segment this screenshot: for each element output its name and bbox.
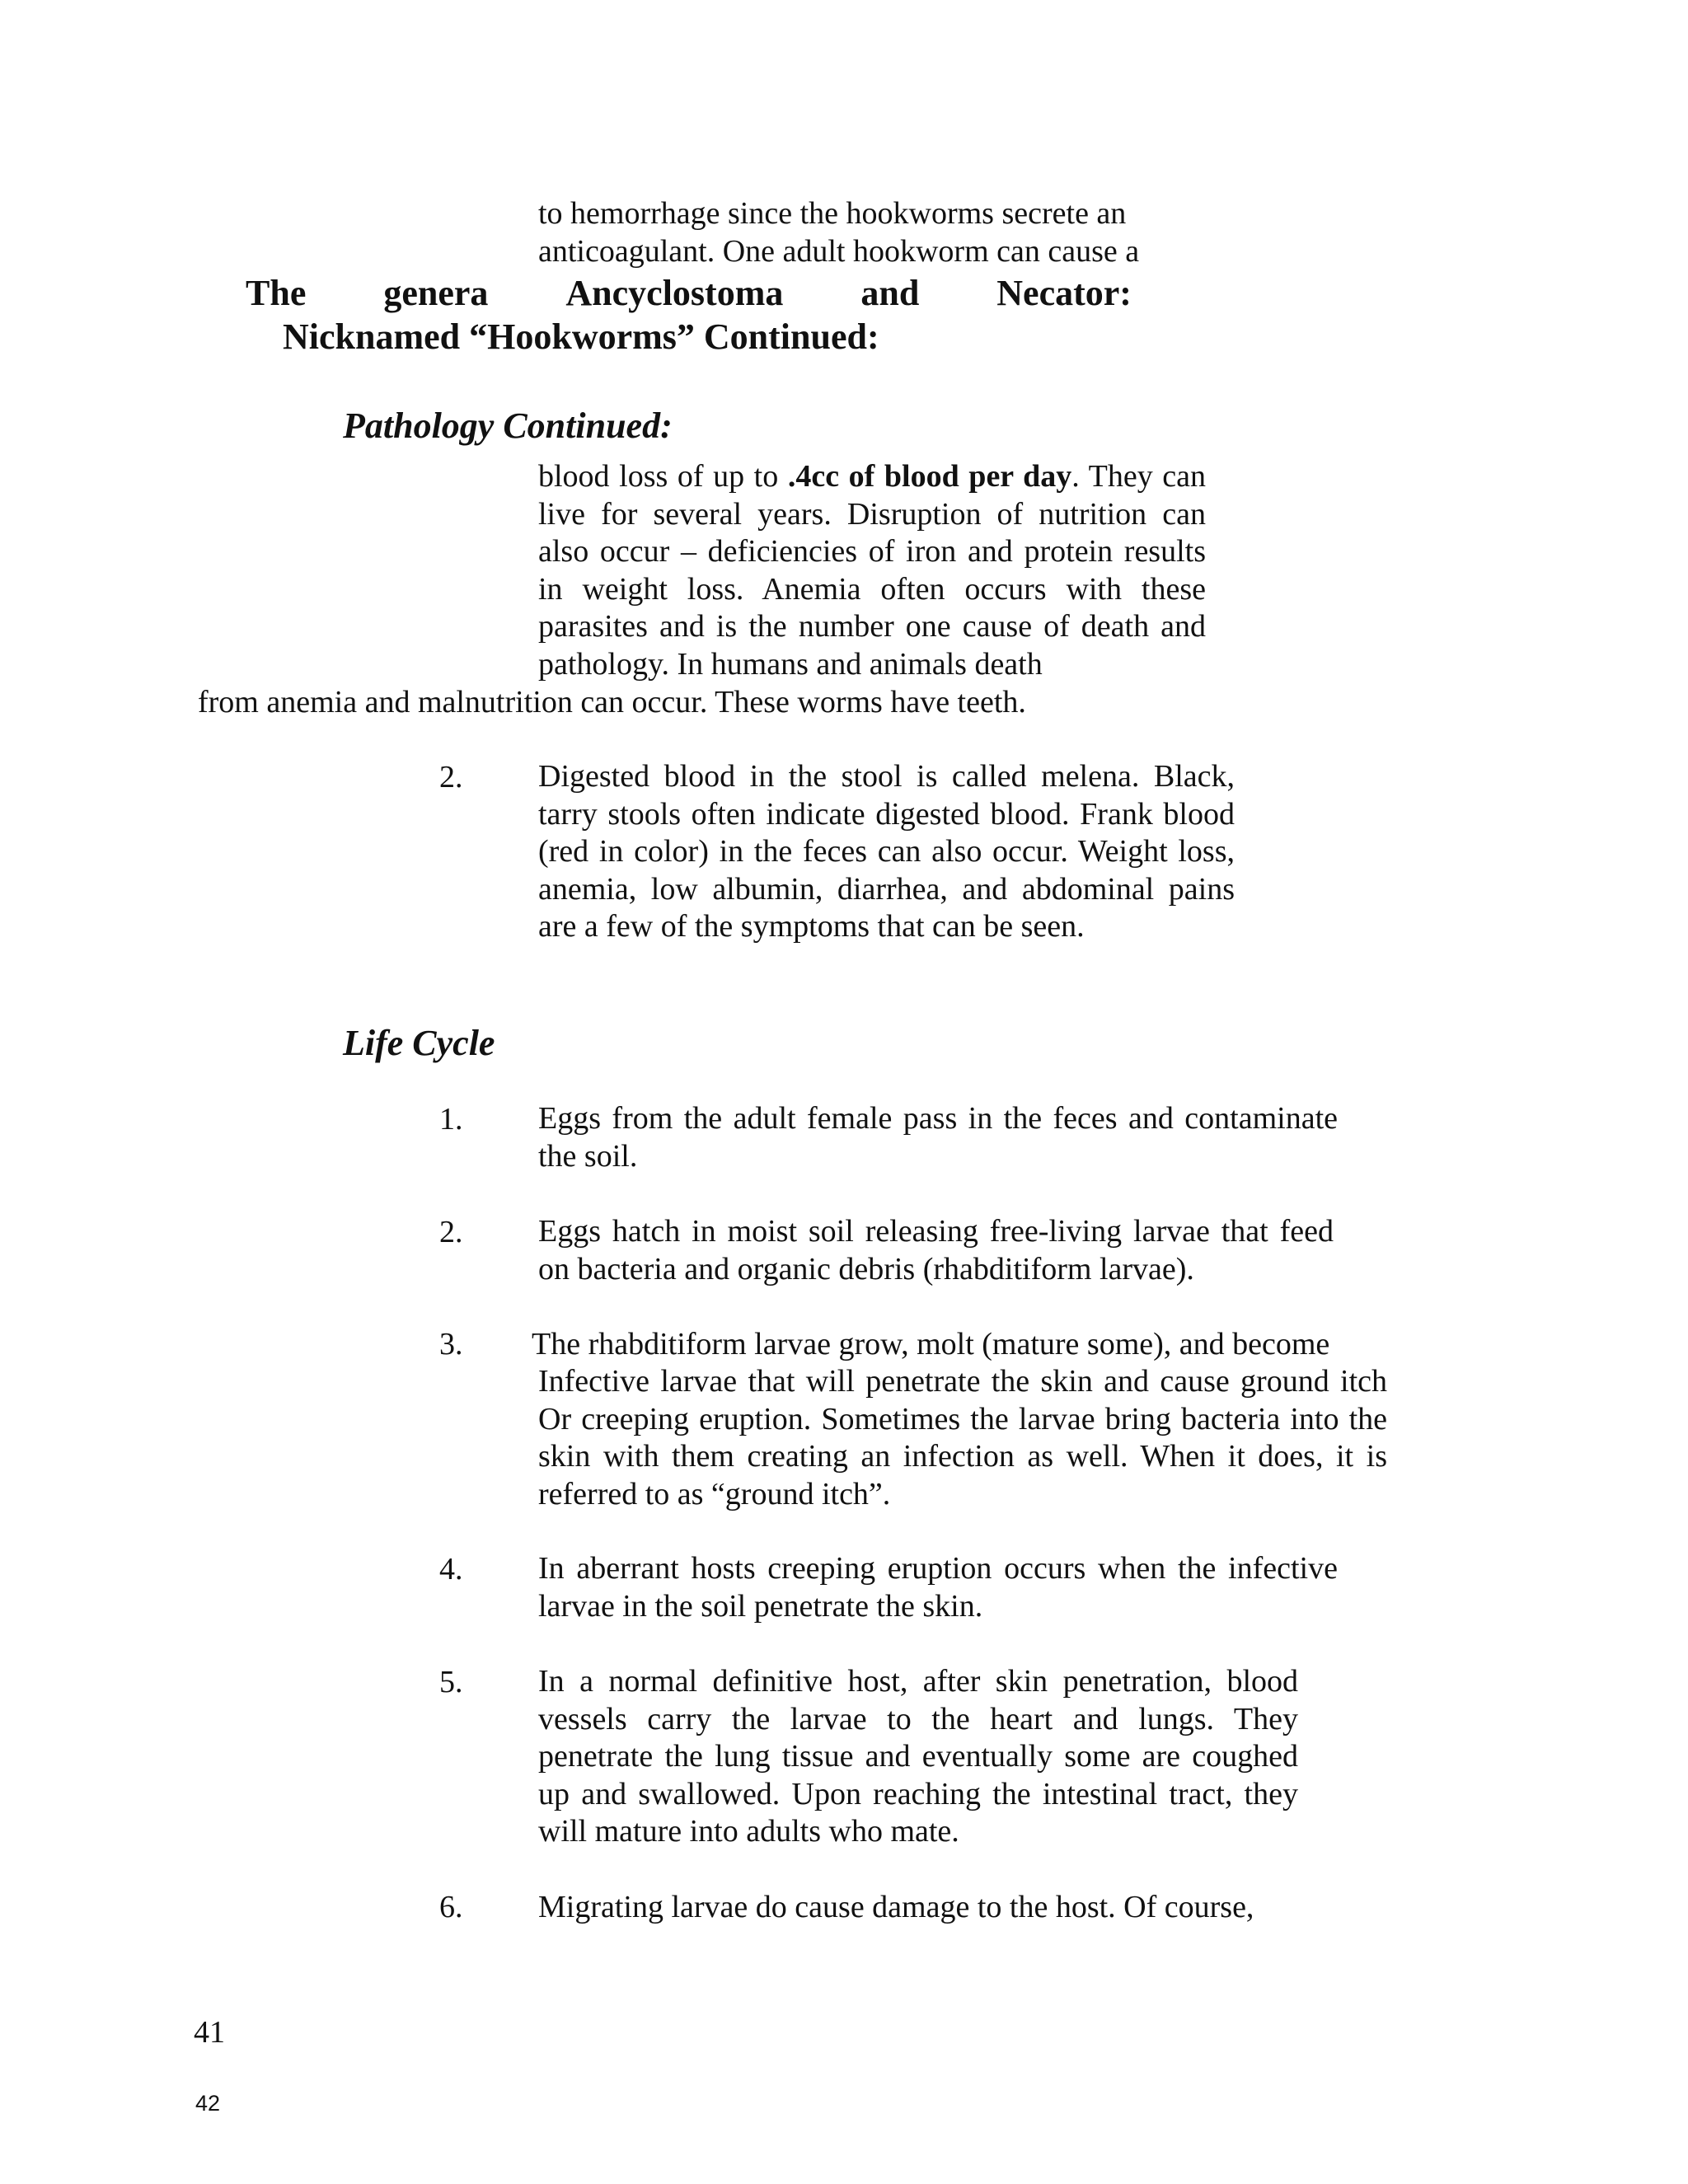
section-heading-line-2: Nicknamed “Hookworms” Continued: — [283, 316, 879, 357]
life-cycle-item-4-number: 4. — [439, 1552, 463, 1586]
section-heading-line-1 — [246, 271, 1132, 316]
life-cycle-item-3-first-line: The rhabditiform larvae grow, molt (mature some), and become — [532, 1327, 1330, 1361]
life-cycle-item-3-number: 3. — [439, 1327, 463, 1361]
continuation-line-1: to hemorrhage since the hookworms secrete an — [538, 196, 1127, 231]
life-cycle-item-6-number: 6. — [439, 1890, 463, 1924]
life-cycle-item-5-number: 5. — [439, 1665, 463, 1699]
life-cycle-subheading: Life Cycle — [343, 1023, 495, 1063]
heading-word-ancyclostoma: Ancyclostoma — [565, 273, 784, 313]
continuation-line-2: anticoagulant. One adult hookworm can cause a — [538, 234, 1140, 269]
life-cycle-item-1-number: 1. — [439, 1102, 463, 1137]
pathology-para-rest: . They can live for several years. Disruption of nutrition can also occur – deficiencies of iron and protein results in weight loss. Anemia often occurs with these parasites and is the number one cause of death and pathology. In humans and animals death — [538, 459, 1207, 682]
heading-word-genera: genera — [383, 273, 489, 313]
pathology-para-start: blood loss of up to — [538, 459, 788, 494]
page-number-secondary: 42 — [195, 2091, 221, 2116]
life-cycle-item-3-text: Infective larvae that will penetrate the skin and cause ground itch Or creeping eruption. Sometimes the larvae bring bacteria into the skin with them creating an infection as well. When it does, it is referred to as “ground itch”. — [538, 1364, 1387, 1511]
heading-word-the: The — [246, 273, 307, 313]
life-cycle-item-2-number: 2. — [439, 1215, 463, 1249]
heading-word-necator: Necator: — [996, 273, 1132, 313]
pathology-paragraph-tail: from anemia and malnutrition can occur. These worms have teeth. — [198, 685, 1026, 719]
pathology-item-2-text: Digested blood in the stool is called melena. Black, tarry stools often indicate digested blood. Frank blood (red in color) in the feces can also occur. Weight loss, anemia, low albumin, diarrhea, and abdominal pains are a few of the symptoms that can be seen. — [538, 759, 1235, 944]
heading-word-and: and — [860, 273, 920, 313]
page-number-primary: 41 — [194, 2015, 225, 2050]
life-cycle-item-2-text: Eggs hatch in moist soil releasing free-living larvae that feed on bacteria and organic debris (rhabditiform larvae). — [538, 1214, 1334, 1286]
life-cycle-item-4-text: In aberrant hosts creeping eruption occurs when the infective larvae in the soil penetrate the skin. — [538, 1551, 1338, 1624]
pathology-item-2-number: 2. — [439, 760, 463, 794]
life-cycle-item-6-text: Migrating larvae do cause damage to the host. Of course, — [538, 1890, 1254, 1924]
blood-loss-emphasis: .4cc of blood per day — [787, 459, 1072, 494]
life-cycle-item-5-text: In a normal definitive host, after skin penetration, blood vessels carry the larvae to the heart and lungs. They penetrate the lung tissue and eventually some are coughed up and swallowed. Upon reaching the intestinal tract, they will mature into adults who mate. — [538, 1664, 1298, 1849]
life-cycle-item-1-text: Eggs from the adult female pass in the feces and contaminate the soil. — [538, 1101, 1338, 1174]
pathology-paragraph — [538, 458, 1206, 683]
pathology-subheading: Pathology Continued: — [343, 405, 673, 446]
